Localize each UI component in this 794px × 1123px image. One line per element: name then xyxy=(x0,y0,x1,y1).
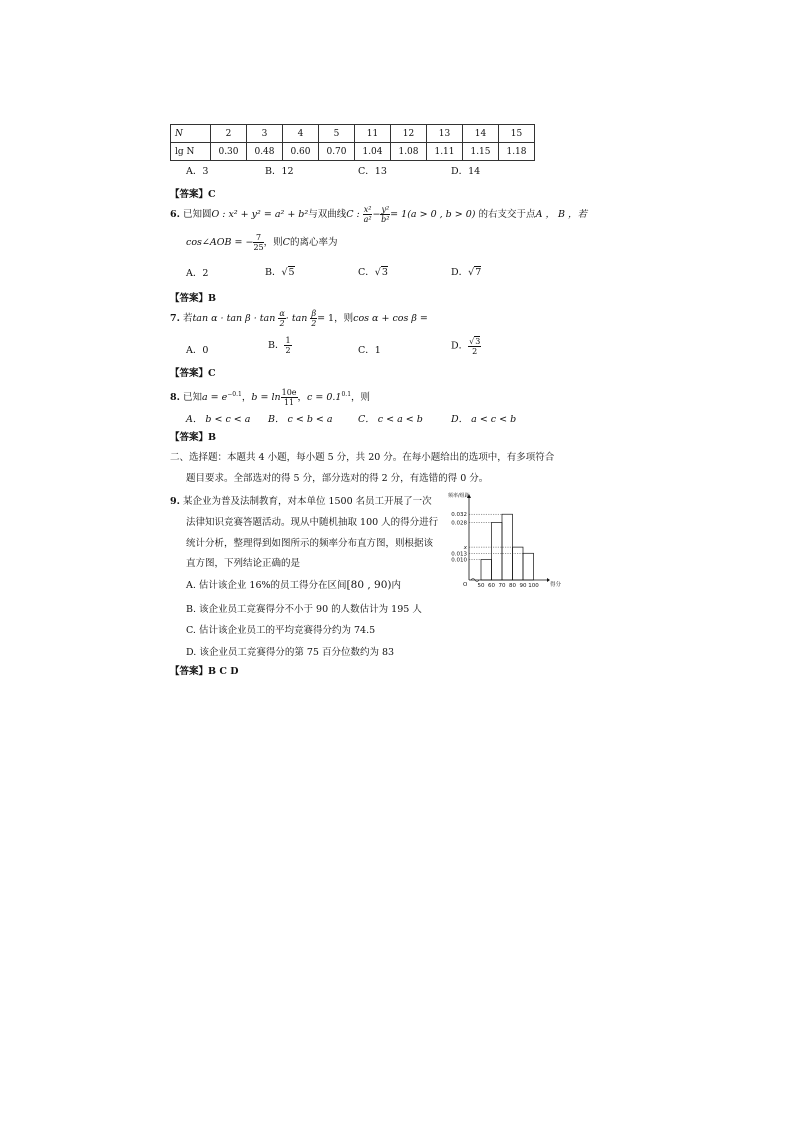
origin-label: O xyxy=(463,582,468,588)
q8-stem xyxy=(170,385,370,408)
histogram-ticks xyxy=(451,512,539,589)
x-tick-label: 60 xyxy=(488,583,495,589)
table-cell: 15 xyxy=(499,125,535,143)
q6-option-d: D．√7 xyxy=(451,267,482,278)
table-cell: 11 xyxy=(355,125,391,143)
q6-number: 6. xyxy=(170,209,180,220)
section2-intro-line1: 二、选择题：本题共 4 小题，每小题 5 分，共 20 分。在每小题给出的选项中，有多项符合 xyxy=(170,452,555,463)
x-tick-label: 50 xyxy=(477,583,485,589)
q7-number: 7. xyxy=(170,313,180,324)
q8-sep: ， xyxy=(241,392,252,404)
q6-condition: = 1(a > 0 , b > 0) xyxy=(390,209,476,220)
q7-text: ，则 xyxy=(334,313,354,324)
q6-fraction: $\frac{7}{25}$ xyxy=(253,233,264,252)
q9-stem-line: 直方图，下列结论正确的是 xyxy=(186,558,301,569)
q9-stem-line: 法律知识竞赛答题活动。现从中随机抽取 100 人的得分进行 xyxy=(186,517,439,528)
q6-stem-line1 xyxy=(170,205,587,225)
q5-option-d: D．14 xyxy=(451,166,481,177)
q9-option-b: B. 该企业员工竞赛得分不小于 90 的人数估计为 195 人 xyxy=(186,604,422,615)
q8-option-a: A． b < c < a xyxy=(186,414,251,425)
q8-option-c: C． c < a < b xyxy=(358,414,423,425)
q6-minus: − xyxy=(372,209,381,220)
x-tick-label: 90 xyxy=(519,583,527,589)
q6-text: ，则 xyxy=(263,237,283,248)
table-cell: 0.30 xyxy=(211,143,247,161)
q8-text: ，则 xyxy=(351,392,371,404)
q8-a: a = e xyxy=(201,392,228,404)
table-cell: 5 xyxy=(319,125,355,143)
q5-option-b: B．12 xyxy=(265,166,294,177)
table-cell: 1.08 xyxy=(391,143,427,161)
q6-cos-expr: cos∠AOB = − xyxy=(186,237,254,248)
table-cell: 1.15 xyxy=(463,143,499,161)
q6-option-b: B．√5 xyxy=(265,267,295,278)
y-tick-label: 0.028 xyxy=(451,520,467,527)
q6-text: 的右支交于点 xyxy=(478,209,536,220)
q9-stem-line: 9. 某企业为普及法制教育，对本单位 1500 名员工开展了一次 xyxy=(170,496,432,507)
histogram-bar xyxy=(523,553,534,580)
q8-option-b: B． c < b < a xyxy=(268,414,333,425)
histogram-bar xyxy=(492,522,503,580)
table-cell: 0.48 xyxy=(247,143,283,161)
q7-expr: tan α · tan β · tan xyxy=(192,313,276,324)
q6-text: 的离心率为 xyxy=(289,237,338,248)
q7-stem xyxy=(170,309,428,329)
table-row xyxy=(171,125,535,143)
q8-option-d: D． a < c < b xyxy=(451,414,517,425)
table-cell: 3 xyxy=(247,125,283,143)
q9-number: 9. xyxy=(170,496,180,507)
histogram-bar xyxy=(513,547,524,580)
q7-option-c: C．1 xyxy=(358,345,381,356)
q7-fraction: $\frac{\beta}{2}$ xyxy=(311,309,317,328)
frequency-histogram xyxy=(443,490,562,590)
q9-answer: 【答案】B C D xyxy=(170,666,239,677)
q8-answer: 【答案】B xyxy=(170,432,217,443)
table-cell: 4 xyxy=(283,125,319,143)
table-row xyxy=(171,143,535,161)
q7-expr: cos α + cos β = xyxy=(353,313,428,324)
q8-text: 已知 xyxy=(182,392,202,404)
y-tick-label: 0.013 xyxy=(451,551,467,558)
table-header-lgn: lg N xyxy=(171,143,211,161)
q7-eq: = 1 xyxy=(317,313,335,324)
x-tick-label: 100 xyxy=(528,583,539,589)
q8-c-exp: 0.1 xyxy=(341,391,352,398)
y-axis-label: 频率/组距 xyxy=(448,493,470,499)
q8-c: c = 0.1 xyxy=(307,392,342,404)
q6-text: 已知圆 xyxy=(182,209,212,220)
table-cell: 14 xyxy=(463,125,499,143)
q8-fraction: $\frac{10e}{11}$ xyxy=(281,388,297,408)
q5-option-a: A．3 xyxy=(186,166,209,177)
y-tick-label: x xyxy=(463,545,467,552)
lgN-table xyxy=(170,124,535,161)
q9-option-d: D. 该企业员工竞赛得分的第 75 百分位数约为 83 xyxy=(186,647,395,658)
q6-c: C xyxy=(282,237,290,248)
section2-intro-line2: 题目要求。全部选对的得 5 分，部分选对的得 2 分，有选错的得 0 分。 xyxy=(186,473,489,484)
q5-option-c: C．13 xyxy=(358,166,387,177)
q7-fraction: $\frac{\alpha}{2}$ xyxy=(279,309,285,328)
q6-text: 与双曲线 xyxy=(308,209,347,220)
table-header-n: N xyxy=(171,125,211,143)
q6-option-c: C．√3 xyxy=(358,267,388,278)
q8-number: 8. xyxy=(170,392,180,404)
histogram-bar xyxy=(481,559,492,580)
q5-answer: 【答案】C xyxy=(170,189,216,200)
q7-option-a: A．0 xyxy=(186,345,209,356)
q7-answer: 【答案】C xyxy=(170,368,216,379)
table-cell: 2 xyxy=(211,125,247,143)
x-tick-label: 70 xyxy=(498,583,506,589)
q6-answer: 【答案】B xyxy=(170,293,217,304)
x-axis-label: 得分 xyxy=(550,582,562,588)
table-cell: 1.11 xyxy=(427,143,463,161)
q8-b: b = ln xyxy=(251,392,281,404)
q7-option-b: B． $\frac{1}{2}$ xyxy=(268,336,291,355)
q9-option-a: A. 估计该企业 16%的员工得分在区间[80 , 90)内 xyxy=(186,579,401,591)
table-cell: 13 xyxy=(427,125,463,143)
table-cell: 0.70 xyxy=(319,143,355,161)
q7-option-d: D． $\frac{√3}{2}$ xyxy=(451,337,481,356)
q9-option-c: C. 估计该企业员工的平均竞赛得分约为 74.5 xyxy=(186,625,376,636)
table-cell: 12 xyxy=(391,125,427,143)
y-tick-label: 0.010 xyxy=(451,557,467,564)
q8-sep: ， xyxy=(297,392,308,404)
table-cell: 1.18 xyxy=(499,143,535,161)
q8-a-exp: −0.1 xyxy=(227,391,242,398)
x-tick-label: 80 xyxy=(509,583,516,589)
q7-expr: · tan xyxy=(285,313,308,324)
q6-points: A ， B ，若 xyxy=(535,209,587,220)
y-tick-label: 0.032 xyxy=(451,512,467,519)
q6-circle-eq: O : x² + y² = a² + b² xyxy=(211,209,309,220)
q6-fraction: $\frac{\text{y²}}{\text{b²}}$ xyxy=(381,205,390,224)
q6-option-a: A．2 xyxy=(186,268,209,279)
q9-stem-line: 统计分析，整理得到如图所示的频率分布直方图，则根据该 xyxy=(186,538,434,549)
q6-fraction: $\frac{\text{x²}}{\text{a²}}$ xyxy=(363,205,372,224)
q7-text: 若 xyxy=(182,313,193,324)
table-cell: 1.04 xyxy=(355,143,391,161)
histogram-guides xyxy=(469,514,523,559)
q6-stem-line2 xyxy=(186,233,337,253)
q6-hyperbola-name: C : xyxy=(346,209,360,220)
table-cell: 0.60 xyxy=(283,143,319,161)
